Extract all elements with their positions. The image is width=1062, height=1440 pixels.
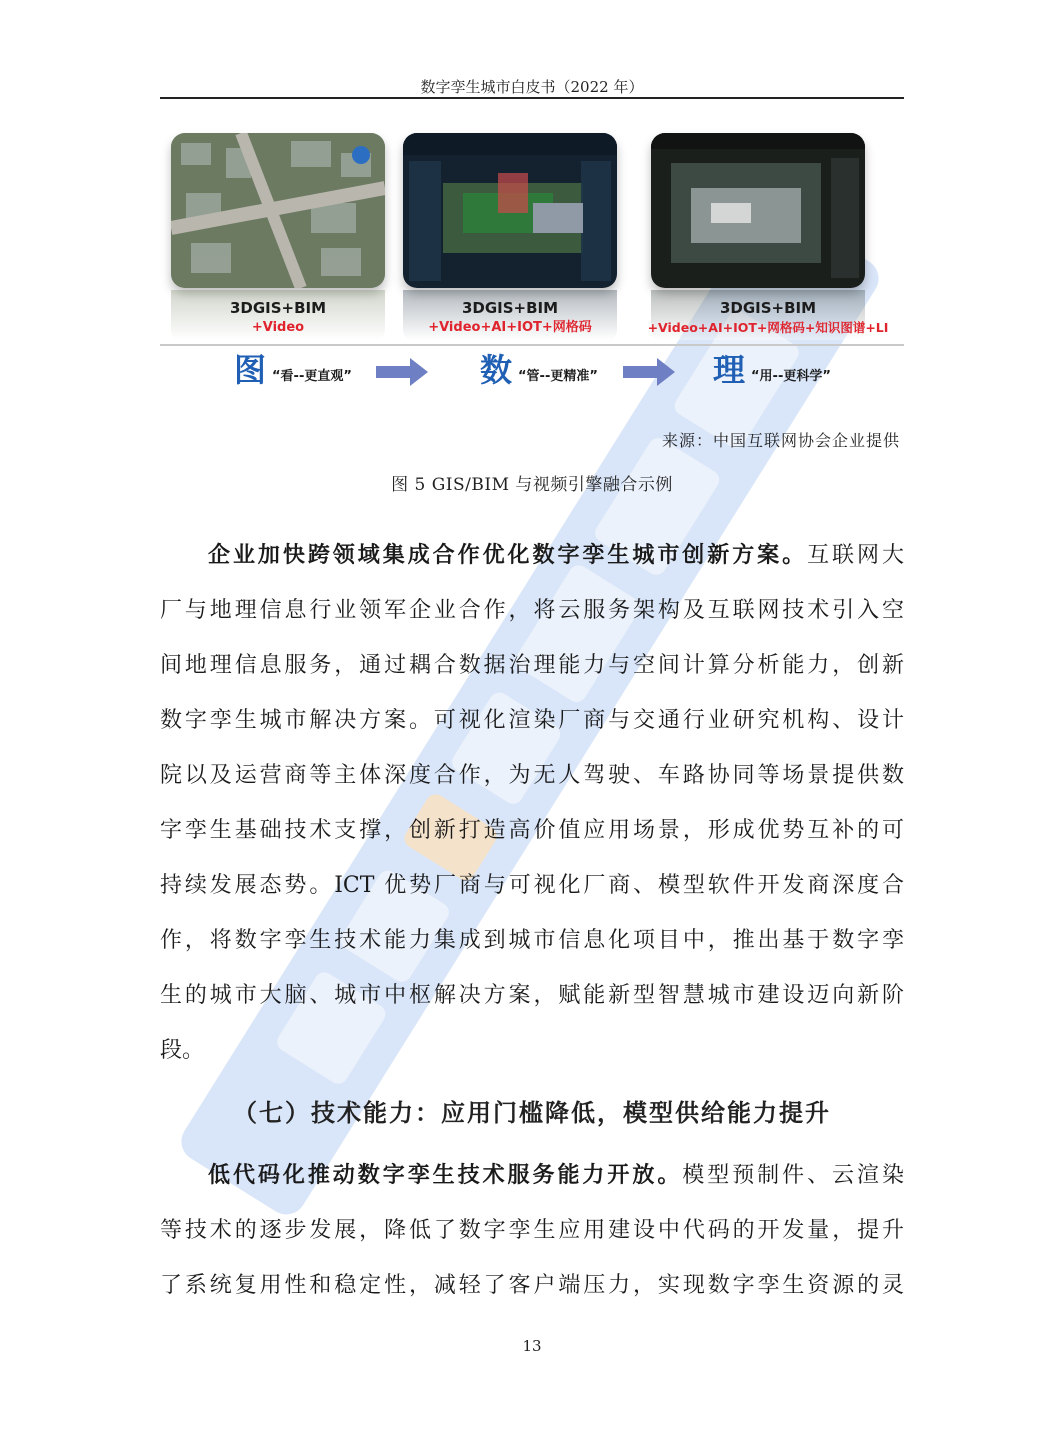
figure-label-2-char: 数 — [480, 351, 513, 389]
figure-source: 来源：中国互联网协会企业提供 — [661, 431, 900, 450]
panel-caption-1 — [153, 298, 403, 338]
paragraph-1-line: 生的城市大脑、城市中枢解决方案，赋能新型智慧城市建设迈向新阶 — [160, 983, 904, 1008]
panel-caption-3 — [638, 298, 898, 338]
section-heading: （七）技术能力：应用门槛降低，模型供给能力提升 — [233, 1098, 831, 1127]
figure-image-aerial-city — [171, 133, 385, 288]
page-number: 13 — [522, 1337, 542, 1355]
paragraph-2-lead-tail: 模型预制件、云渲染 — [682, 1163, 904, 1188]
paragraph-1-line: 数字孪生城市解决方案。可视化渲染厂商与交通行业研究机构、设计 — [160, 708, 904, 733]
paragraph-1-lead-tail: 互联网大 — [807, 543, 904, 568]
figure-label-1-quote: “看--更直观” — [272, 369, 352, 384]
paragraph-2-line: 等技术的逐步发展，降低了数字孪生应用建设中代码的开发量，提升 — [160, 1218, 904, 1243]
paragraph-1-lead: 企业加快跨领域集成合作优化数字孪生城市创新方案。 — [208, 543, 808, 568]
figure-divider — [160, 344, 904, 346]
paragraph-1-first-line — [160, 528, 904, 583]
paragraph-1-line: 厂与地理信息行业领军企业合作，将云服务架构及互联网技术引入空 — [160, 598, 904, 623]
panel-caption-1-line1: 3DGIS+BIM — [229, 299, 327, 317]
panel-caption-2 — [385, 298, 635, 338]
paragraph-1-line: 持续发展态势。ICT 优势厂商与可视化厂商、模型软件开发商深度合 — [160, 873, 904, 898]
figure-title: 图 5 GIS/BIM 与视频引擎融合示例 — [391, 475, 673, 495]
panel-caption-1-line2: +Video — [251, 320, 305, 335]
paragraph-2-first-line — [160, 1148, 904, 1203]
body-paragraph-2 — [160, 1148, 904, 1313]
arrow-right-icon — [623, 358, 675, 386]
figure-label-3-quote: “用--更科学” — [751, 369, 831, 384]
paragraph-1-line: 段。 — [160, 1038, 205, 1063]
paragraph-1-line: 间地理信息服务，通过耦合数据治理能力与空间计算分析能力，创新 — [160, 653, 904, 678]
figure-label-3 — [713, 352, 831, 388]
figure-label-2 — [480, 352, 598, 388]
paragraph-1-line: 院以及运营商等主体深度合作，为无人驾驶、车路协同等场景提供数 — [160, 763, 904, 788]
figure-label-1 — [234, 352, 352, 388]
arrow-right-icon — [376, 358, 428, 386]
figure-label-3-char: 理 — [713, 351, 746, 389]
figure-image-knowledge-graph — [651, 133, 865, 288]
figure-label-1-char: 图 — [234, 351, 267, 389]
header-rule — [160, 97, 904, 99]
paragraph-2-line: 了系统复用性和稳定性，减轻了客户端压力，实现数字孪生资源的灵 — [160, 1273, 904, 1298]
panel-caption-3-line1: 3DGIS+BIM — [719, 299, 817, 317]
body-paragraph-1 — [160, 528, 904, 1078]
paragraph-1-line: 字孪生基础技术支撑，创新打造高价值应用场景，形成优势互补的可 — [160, 818, 904, 843]
paragraph-1-line: 作，将数字孪生技术能力集成到城市信息化项目中，推出基于数字孪 — [160, 928, 904, 953]
panel-caption-2-line2: +Video+AI+IOT+网格码 — [428, 320, 592, 335]
figure-image-3d-dashboard — [403, 133, 617, 288]
figure-label-2-quote: “管--更精准” — [518, 369, 598, 384]
panel-caption-2-line1: 3DGIS+BIM — [461, 299, 559, 317]
panel-caption-3-line2: +Video+AI+IOT+网格码+知识图谱+LI — [647, 320, 889, 335]
paragraph-2-lead: 低代码化推动数字孪生技术服务能力开放。 — [208, 1163, 683, 1188]
running-header: 数字孪生城市白皮书（2022 年） — [420, 78, 644, 96]
